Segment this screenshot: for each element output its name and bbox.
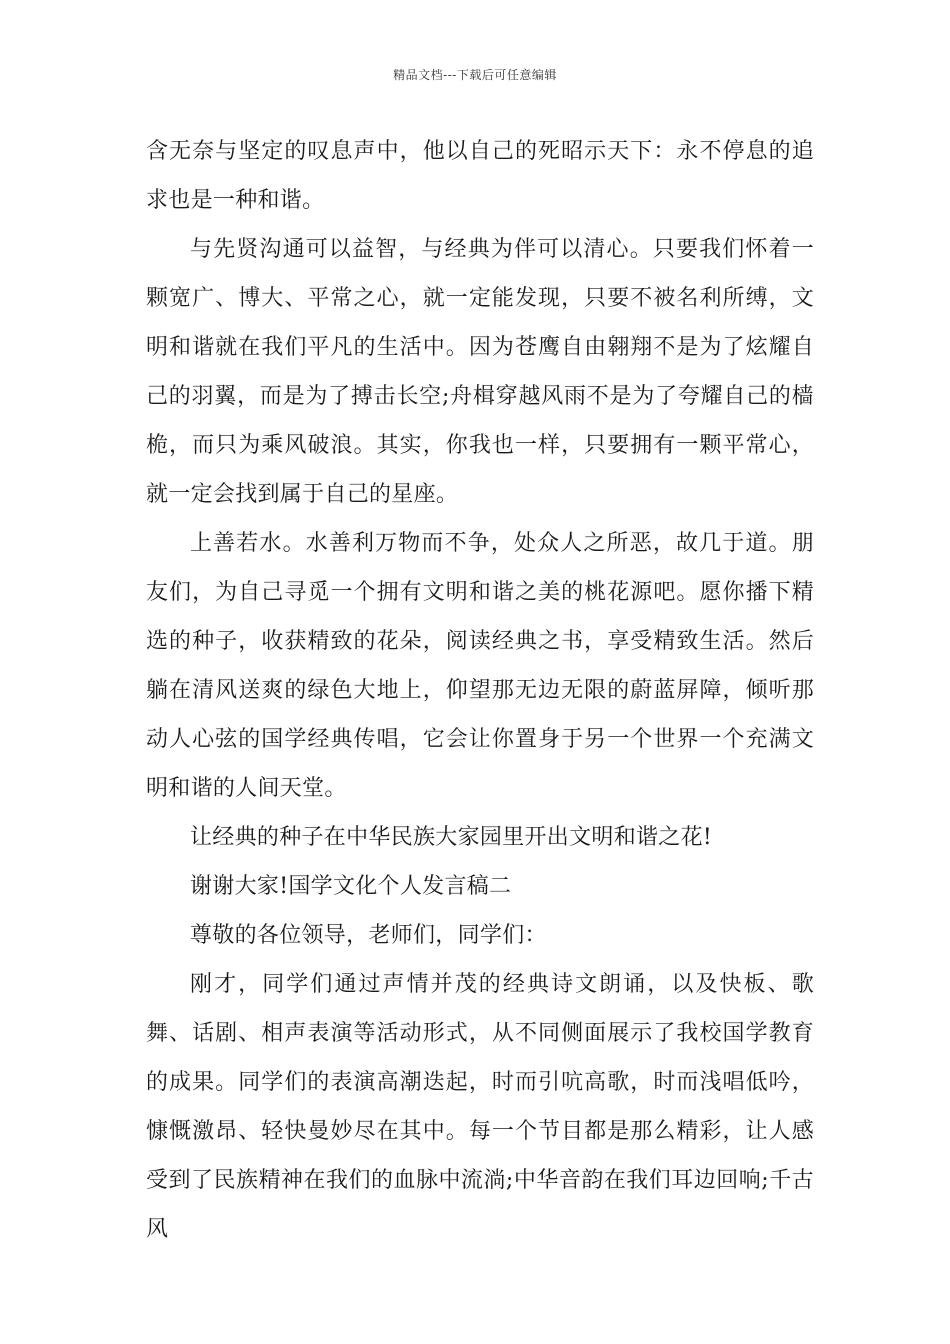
paragraph-water: 上善若水。水善利万物而不争，处众人之所恶，故几于道。朋友们，为自己寻觅一个拥有文明和谐之美的桃花源吧。愿你播下精选的种子，收获精致的花朵，阅读经典之书，享受精致生活。然后躺在清风送爽的绿色大地上，仰望那无边无限的蔚蓝屏障，倾听那动人心弦的国学经典传唱，它会让你置身于另一个世界一个充满文明和谐的人间天堂。 — [146, 531, 814, 801]
paragraph-closing-slogan: 让经典的种子在中华民族大家园里开出文明和谐之花! — [190, 825, 713, 850]
page-header: 精品文档---下载后可任意编辑 — [393, 68, 557, 82]
paragraph-thanks-title: 谢谢大家!国学文化个人发言稿二 — [190, 874, 512, 899]
paragraph-salutation: 尊敬的各位领导，老师们，同学们： — [190, 923, 547, 948]
document-body — [146, 127, 814, 1254]
paragraph-sages: 与先贤沟通可以益智，与经典为伴可以清心。只要我们怀着一颗宽广、博大、平常之心，就一定能发现，只要不被名利所缚，文明和谐就在我们平凡的生活中。因为苍鹰自由翱翔不是为了炫耀自己的羽翼，而是为了搏击长空;舟楫穿越风雨不是为了夸耀自己的樯桅，而只为乘风破浪。其实，你我也一样，只要拥有一颗平常心，就一定会找到属于自己的星座。 — [146, 237, 814, 507]
paragraph-continuation: 含无奈与坚定的叹息声中，他以自己的死昭示天下：永不停息的追求也是一种和谐。 — [146, 139, 814, 213]
paragraph-performance: 刚才，同学们通过声情并茂的经典诗文朗诵，以及快板、歌舞、话剧、相声表演等活动形式，从不同侧面展示了我校国学教育的成果。同学们的表演高潮迭起，时而引吭高歌，时而浅唱低吟，慷慨激昂、轻快曼妙尽在其中。每一个节目都是那么精彩，让人感受到了民族精神在我们的血脉中流淌;中华音韵在我们耳边回响;千古风 — [146, 972, 814, 1242]
